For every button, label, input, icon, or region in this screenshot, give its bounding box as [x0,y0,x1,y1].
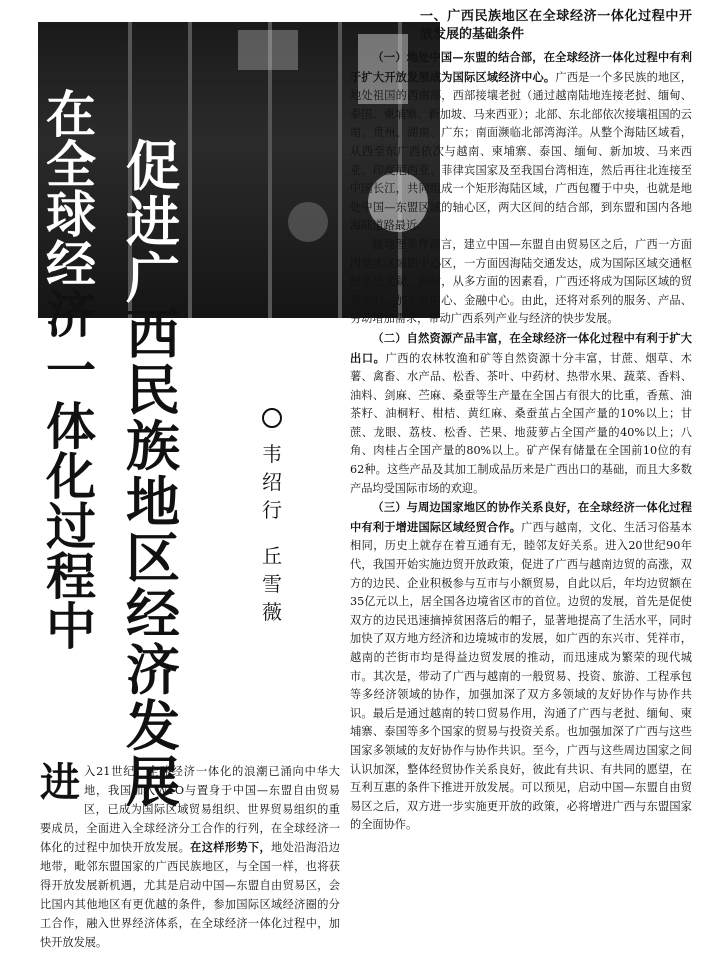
right-column [350,8,692,835]
circle-icon [262,408,282,428]
intro-paragraph: 进入21世纪，全球经济一体化的浪潮已涌向中华大地，我国加入WTO与置身于中国—东盟自由贸易区，已成为国际区域贸易组织、世界贸易组织的重要成员，全面进入全球经济分工合作的行列，在全球经济一体化的过程中加快开放发展。在这样形势下，地处沿海沿边地带，毗邻东盟国家的广西民族地区，与全国一样，也将获得开放发展新机遇，尤其是启动中国—东盟自由贸易区，会比国内其他地区有更优越的条件，参加国际区域经济圈的分工合作，融入世界经济体系，在全球经济一体化过程中，加快开放发展。 [40,760,340,949]
paragraph-4: （三）与周边国家地区的协作关系良好，在全球经济一体化过程中有利于增进国际区域经贸合作。广西与越南，文化、生活习俗基本相同，历史上就存在着互通有无，睦邻友好关系。进入20世纪90年代，我国开始实施边贸开放政策，促进了广西与越南边贸的高涨，双方的边民、企业积极参与互市与小额贸易，自此以后，年均边贸额在35亿元以上，居全国各边境省区市的首位。边贸的发展，首先是促使双方的边民迅速摘掉贫困落后的帽子，显著地提高了生活水平，同时加快了双方地方经济和边境城市的发展，如广西的东兴市、凭祥市，越南的芒街市均是得益边贸发展的推动，而迅速成为繁荣的现代城市。其次是，带动了广西与越南的一般贸易、投资、旅游、工程承包等多经济领域的协作，加强加深了双方多领域的友好协作与协作共识。最后是通过越南的转口贸易作用，沟通了广西与老挝、缅甸、柬埔寨、泰国等多个国家的贸易与投资关系。也加强加深了广西与这些国家多领域的友好协作与协作共识。至今，广西与这些周边国家之间认识加深，整体经贸协作关系良好，彼此有共识、有共同的愿望，在互利互惠的条件下推进开放发展。可以预见，启动中国—东盟自由贸易区之后，双方进一步实施更开放的政策，必将增进广西与东盟国家的全面协作。 [350,500,692,832]
title-line-2: 在 全 球 经 济 一 体 化 过 程 中 [46,86,96,656]
author-byline: 韦 绍 行 丘 雪 薇 [262,408,282,626]
paragraph-2: 就地理条件而言，建立中国—东盟自由贸易区之后，广西一方面因是本区域的中心区，一方面因海陆交通发达，成为国际区域交通枢纽必是无疑。同时，从多方面的因素看，广西还将成为国际区域的贸易中心、加工业中心、金融中心。由此，还将对系列的服务、产品、劳动增加需求，带动广西系列产业与经济的快步发展。 [350,237,692,326]
section-heading: 一、广西民族地区在全球经济一体化过程中开放发展的基础条件 [420,9,692,42]
paragraph-3: （二）自然资源产品丰富，在全球经济一体化过程中有利于扩大出口。广西的农林牧渔和矿等自然资源十分丰富，甘蔗、烟草、木薯、禽畜、水产品、松香、茶叶、中药材、热带水果、蔬菜、香料、油料、剑麻、苎麻、桑蚕等生产量在全国占有很大的比重，香蕉、油茶籽、油桐籽、柑桔、黄红麻、桑蚕茧占全国产量的10%以上；甘蔗、龙眼、荔枝、松香、芒果、地菠萝占全国产量的40%以上；八角、肉桂占全国产量的80%以上。矿产保有储量在全国前10位的有62种。这些产品及其加工制成品历来是广西出口的基础，而且大多数产品均受国际市场的欢迎。 [350,330,692,495]
drop-cap: 进 [40,760,80,806]
title-line-1: 促 进 广 西 民 族 地 区 经 济 发 展 [126,135,180,814]
paragraph-1: （一）地处中国—东盟的结合部，在全球经济一体化过程中有利于扩大开放发展成为国际区域经济中心。广西是一个多民族的地区，地处祖国的西南部，西部接壤老挝（通过越南陆地连接老挝、缅甸、泰国、柬埔寨、新加坡、马来西亚）；北部、东北部依次接壤祖国的云南、贵州、湖南、广东；南面濒临北部湾海洋。从整个海陆区域看，从西至东广西依次与越南、柬埔寨、泰国、缅甸、新加坡、马来西亚、印度尼西亚、菲律宾国家及至我国台湾相连，然后再往北连接至中国长江，共同组成一个矩形海陆区域，广西包覆于中央，也就是地处中国—东盟区域的轴心区，两大区间的结合部，到东盟和国内各地海陆道路最近。 [350,50,692,233]
